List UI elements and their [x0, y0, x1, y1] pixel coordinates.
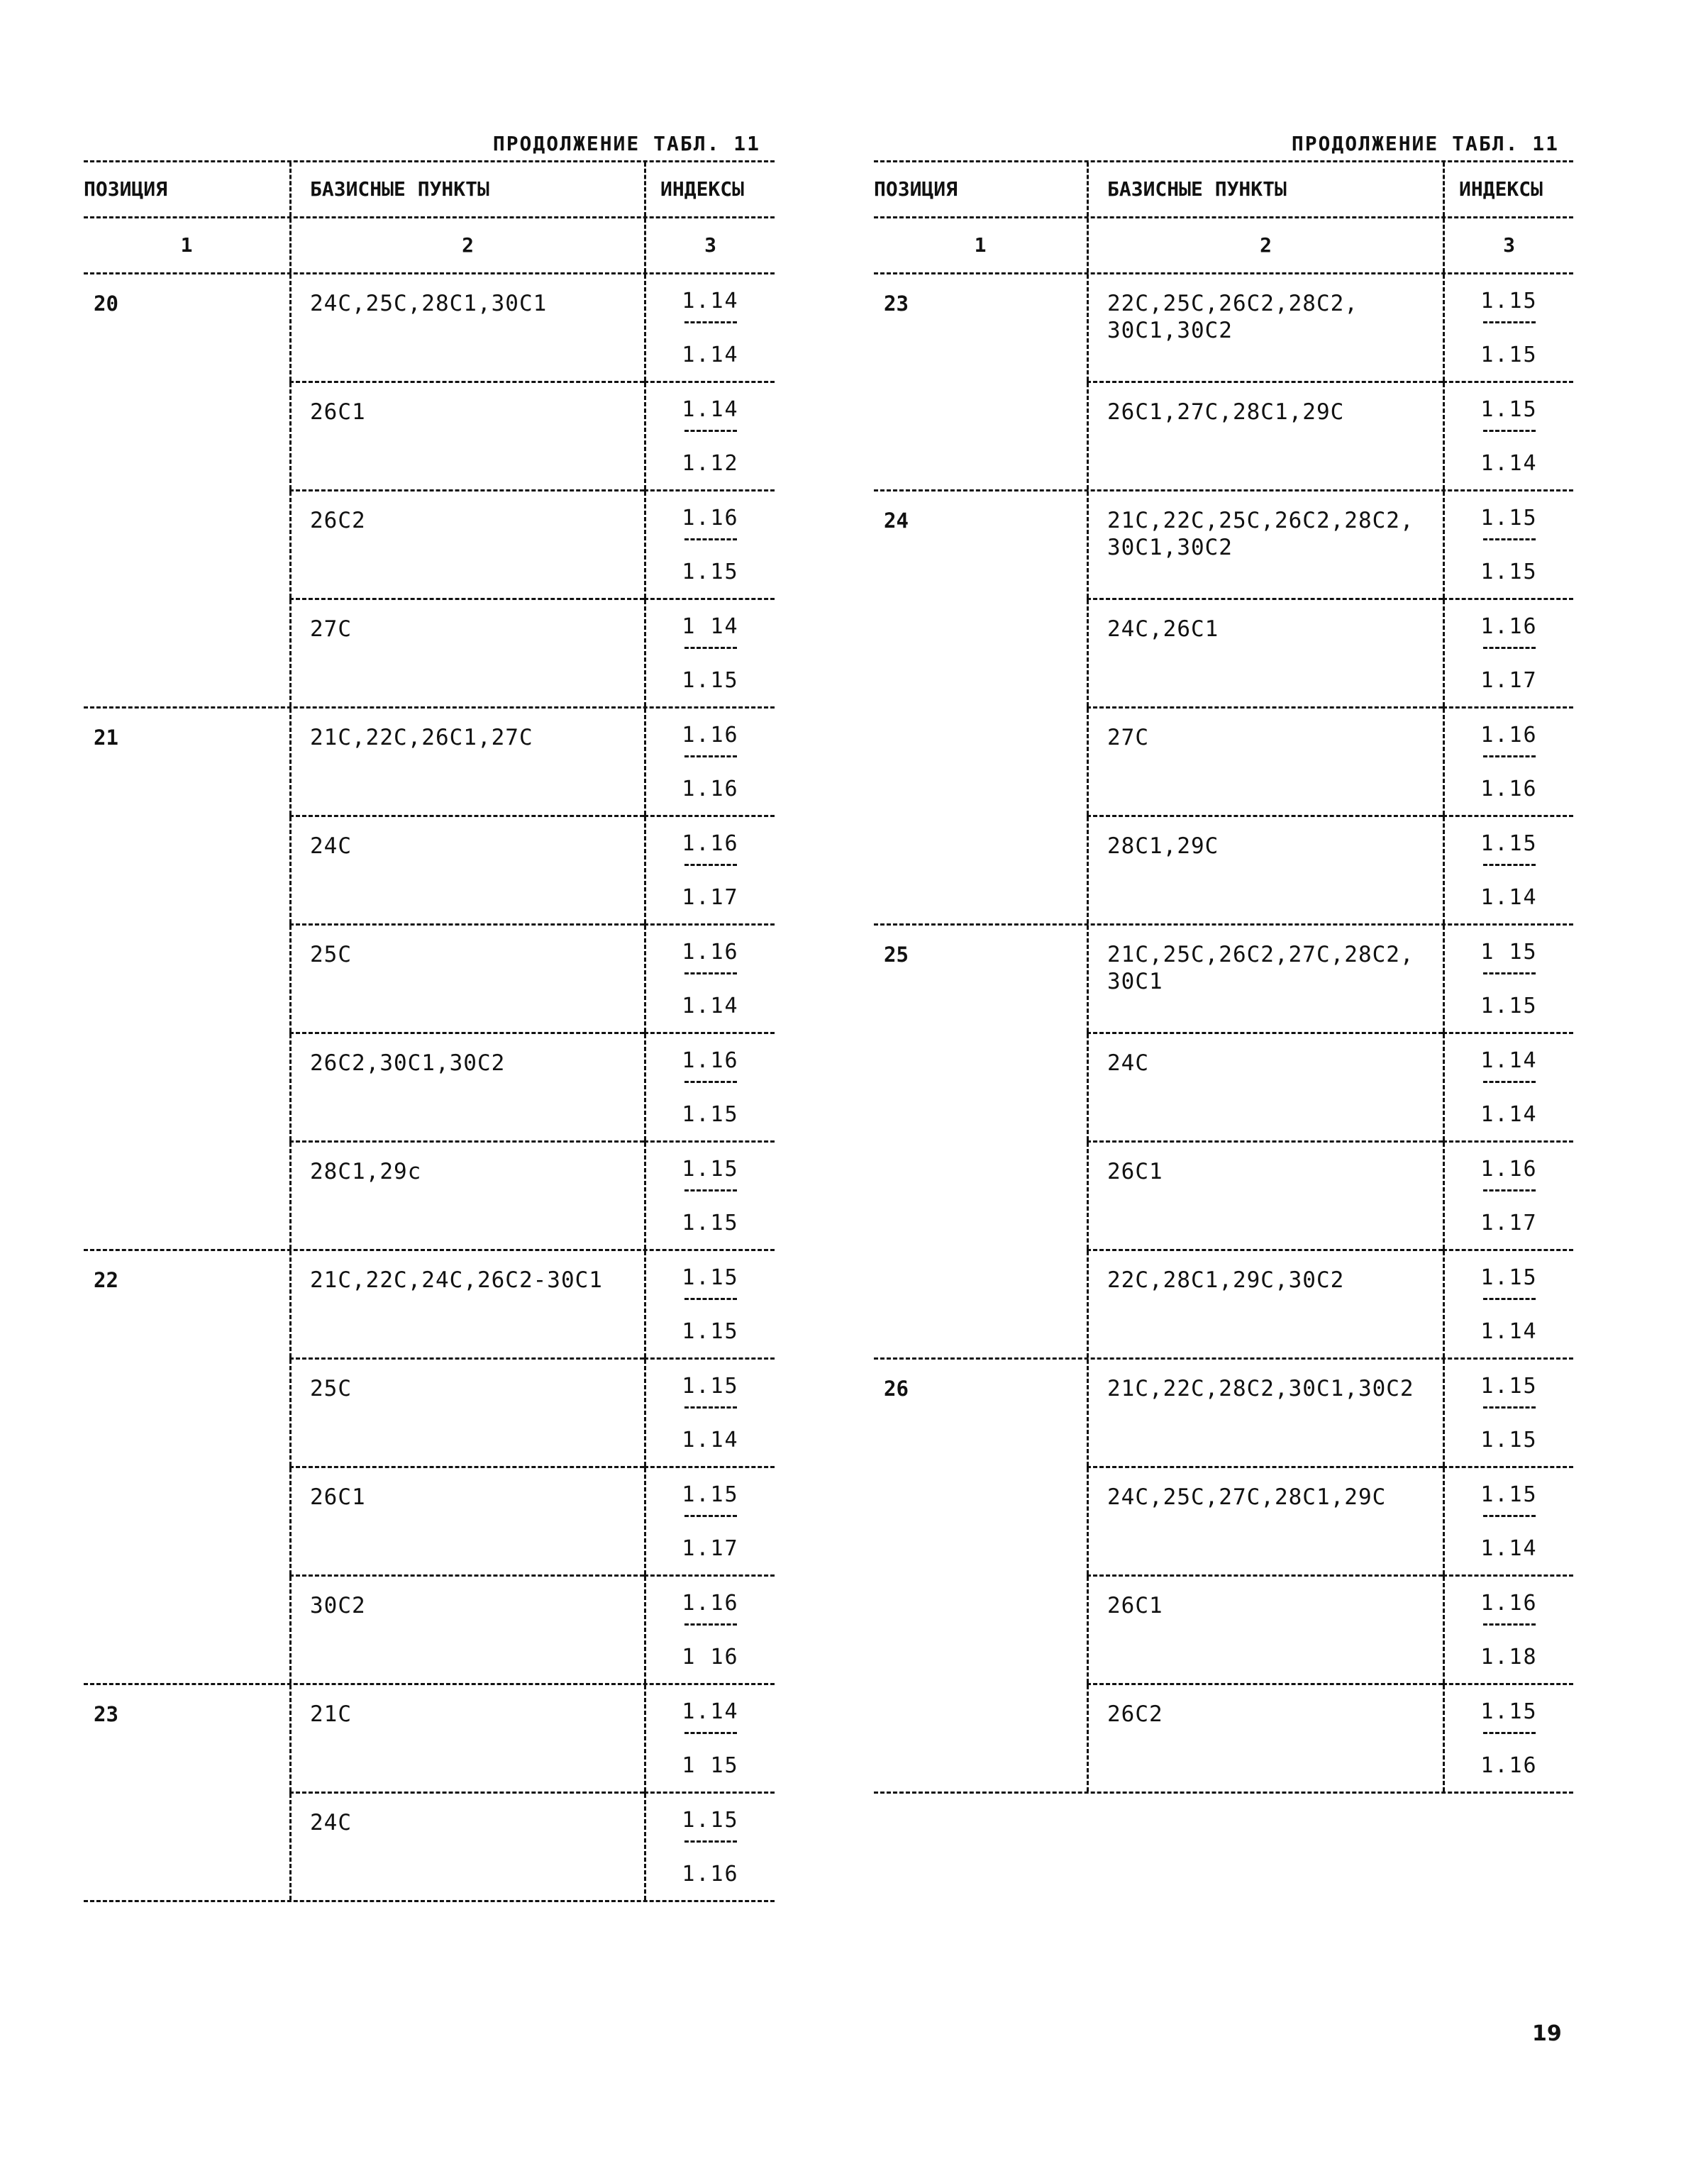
page-number: 19	[1532, 2021, 1562, 2046]
index-numerator: 1.16	[1480, 614, 1538, 639]
index-denominator: 1.12	[682, 451, 739, 476]
fraction-line	[684, 647, 737, 649]
base-points-cell: 24С	[1087, 1034, 1443, 1140]
index-numerator: 1.15	[1480, 1699, 1538, 1724]
index-cell	[644, 1577, 775, 1683]
table-row	[289, 1577, 775, 1683]
base-points-cell: 21С	[289, 1685, 644, 1792]
fraction-line	[1483, 1406, 1536, 1409]
index-cell	[644, 491, 775, 598]
base-points-cell: 26С1,27С,28С1,29С	[1087, 383, 1443, 489]
table-body	[84, 274, 775, 1902]
header-row	[84, 162, 775, 216]
base-points-cell: 24С,25С,28С1,30С1	[289, 274, 644, 381]
table-left	[84, 128, 775, 1902]
group-separator	[84, 1900, 775, 1902]
table-row	[289, 1034, 775, 1140]
index-cell	[1443, 1360, 1573, 1466]
index-numerator: 1.15	[1480, 831, 1538, 856]
index-numerator: 1.15	[1480, 1265, 1538, 1290]
index-numerator: 1.16	[682, 723, 739, 748]
position-number: 24	[884, 509, 909, 533]
header-row	[874, 162, 1573, 216]
fraction-line	[684, 972, 737, 974]
base-points-cell: 21С,22С,26С1,27С	[289, 709, 644, 815]
index-denominator: 1 15	[682, 1753, 739, 1778]
index-cell	[1443, 817, 1573, 923]
fraction-line	[1483, 430, 1536, 432]
fraction-line	[684, 430, 737, 432]
fraction-line	[684, 321, 737, 323]
fraction-line	[1483, 1515, 1536, 1517]
index-denominator: 1.15	[682, 1211, 739, 1235]
fraction-line	[1483, 1298, 1536, 1300]
index-denominator: 1.15	[682, 668, 739, 693]
position-group	[84, 1685, 775, 1900]
base-points-cell: 24С	[289, 1794, 644, 1900]
index-denominator: 1.16	[1480, 1753, 1538, 1778]
table-row	[1087, 491, 1573, 598]
index-numerator: 1.14	[1480, 1048, 1538, 1073]
index-denominator: 1.14	[1480, 885, 1538, 910]
table-row	[1087, 817, 1573, 923]
index-cell	[1443, 1685, 1573, 1792]
header-indices: ИНДЕКСЫ	[644, 162, 775, 216]
position-number: 23	[884, 291, 909, 316]
index-denominator: 1.15	[1480, 343, 1538, 367]
position-group	[874, 926, 1573, 1357]
base-points-cell: 24С,26С1	[1087, 600, 1443, 706]
index-denominator: 1.14	[682, 994, 739, 1018]
base-points-cell: 26С1	[289, 383, 644, 489]
position-group	[84, 709, 775, 1249]
table-row	[1087, 1251, 1573, 1357]
index-cell	[644, 817, 775, 923]
table-row	[289, 1251, 775, 1357]
index-numerator: 1.15	[682, 1157, 739, 1182]
index-numerator: 1 14	[682, 614, 739, 639]
position-group	[874, 491, 1573, 923]
base-points-cell: 25С	[289, 1360, 644, 1466]
fraction-line	[1483, 1732, 1536, 1734]
base-points-cell: 28С1,29С	[1087, 817, 1443, 923]
position-group	[84, 1251, 775, 1683]
index-denominator: 1.15	[1480, 994, 1538, 1018]
fraction-line	[684, 1840, 737, 1843]
index-numerator: 1 15	[1480, 940, 1538, 965]
base-points-cell: 28С1,29с	[289, 1143, 644, 1249]
index-denominator: 1 16	[682, 1645, 739, 1670]
fraction-line	[1483, 864, 1536, 866]
fraction-line	[684, 755, 737, 757]
fraction-line	[1483, 647, 1536, 649]
index-numerator: 1.14	[682, 289, 739, 313]
table-row	[289, 383, 775, 489]
index-denominator: 1.15	[1480, 1428, 1538, 1452]
index-numerator: 1.15	[1480, 289, 1538, 313]
index-cell	[644, 274, 775, 381]
index-numerator: 1.14	[682, 397, 739, 422]
index-denominator: 1.17	[1480, 1211, 1538, 1235]
column-number-row	[874, 218, 1573, 272]
index-cell	[644, 1794, 775, 1900]
index-cell	[644, 600, 775, 706]
table-row	[1087, 926, 1573, 1032]
index-denominator: 1.15	[1480, 560, 1538, 584]
table-row	[289, 1468, 775, 1574]
index-denominator: 1.14	[1480, 451, 1538, 476]
index-numerator: 1.16	[1480, 1591, 1538, 1616]
index-cell	[1443, 1468, 1573, 1574]
position-group	[84, 274, 775, 706]
position-number: 21	[94, 726, 118, 750]
fraction-line	[1483, 1189, 1536, 1192]
column-number-3: 3	[644, 218, 775, 272]
index-numerator: 1.15	[1480, 1374, 1538, 1399]
position-number: 22	[94, 1268, 118, 1292]
index-cell	[1443, 274, 1573, 381]
base-points-cell: 26С1	[1087, 1577, 1443, 1683]
index-denominator: 1.16	[682, 777, 739, 801]
base-points-cell: 30С2	[289, 1577, 644, 1683]
table-row	[1087, 709, 1573, 815]
index-denominator: 1.15	[682, 560, 739, 584]
index-cell	[1443, 1577, 1573, 1683]
base-points-cell: 26С1	[289, 1468, 644, 1574]
table-title: ПРОДОЛЖЕНИЕ ТАБЛ. 11	[492, 132, 760, 155]
position-group	[874, 274, 1573, 489]
table-row	[289, 1360, 775, 1466]
table-row	[289, 709, 775, 815]
base-points-cell: 21С,25С,26С2,27С,28С2, 30С1	[1087, 926, 1443, 1032]
header-indices: ИНДЕКСЫ	[1443, 162, 1573, 216]
table-row	[1087, 1034, 1573, 1140]
index-numerator: 1.16	[1480, 1157, 1538, 1182]
column-number-1: 1	[974, 233, 987, 257]
index-denominator: 1.16	[1480, 777, 1538, 801]
index-denominator: 1.18	[1480, 1645, 1538, 1670]
table-row	[289, 274, 775, 381]
fraction-line	[684, 1406, 737, 1409]
index-denominator: 1.15	[682, 1102, 739, 1127]
base-points-cell: 26С2	[1087, 1685, 1443, 1792]
index-cell	[1443, 383, 1573, 489]
index-cell	[1443, 1143, 1573, 1249]
base-points-cell: 24С	[289, 817, 644, 923]
table-row	[289, 1143, 775, 1249]
column-number-2: 2	[289, 218, 644, 272]
index-denominator: 1.16	[682, 1862, 739, 1887]
table-row	[289, 491, 775, 598]
index-cell	[644, 1360, 775, 1466]
index-cell	[1443, 1251, 1573, 1357]
table-right	[874, 128, 1573, 1794]
base-points-cell: 26С2	[289, 491, 644, 598]
base-points-cell: 22С,25С,26С2,28С2, 30С1,30С2	[1087, 274, 1443, 381]
fraction-line	[1483, 538, 1536, 540]
base-points-cell: 27С	[289, 600, 644, 706]
index-numerator: 1.15	[682, 1374, 739, 1399]
column-number-2: 2	[1087, 218, 1443, 272]
index-cell	[1443, 709, 1573, 815]
index-denominator: 1.14	[1480, 1319, 1538, 1344]
index-denominator: 1.14	[682, 1428, 739, 1452]
index-cell	[1443, 600, 1573, 706]
base-points-cell: 26С1	[1087, 1143, 1443, 1249]
index-numerator: 1.15	[682, 1808, 739, 1833]
fraction-line	[684, 1515, 737, 1517]
table-row	[1087, 1685, 1573, 1792]
table-row	[289, 1685, 775, 1792]
index-denominator: 1.17	[682, 1536, 739, 1561]
table-row	[289, 1794, 775, 1900]
fraction-line	[1483, 1081, 1536, 1083]
table-row	[1087, 1360, 1573, 1466]
index-denominator: 1.15	[682, 1319, 739, 1344]
index-numerator: 1.15	[682, 1482, 739, 1507]
base-points-cell: 24С,25С,27С,28С1,29С	[1087, 1468, 1443, 1574]
position-group	[874, 1360, 1573, 1792]
table-row	[1087, 1468, 1573, 1574]
base-points-cell: 27С	[1087, 709, 1443, 815]
index-cell	[644, 926, 775, 1032]
fraction-line	[1483, 321, 1536, 323]
fraction-line	[1483, 755, 1536, 757]
index-denominator: 1.17	[682, 885, 739, 910]
base-points-cell: 21С,22С,25С,26С2,28С2, 30С1,30С2	[1087, 491, 1443, 598]
position-number: 20	[94, 291, 118, 316]
table-body	[874, 274, 1573, 1794]
column-number-1: 1	[180, 233, 193, 257]
fraction-line	[1483, 1623, 1536, 1626]
header-position: ПОЗИЦИЯ	[874, 177, 958, 201]
table-row	[289, 817, 775, 923]
index-denominator: 1.14	[1480, 1536, 1538, 1561]
fraction-line	[684, 1189, 737, 1192]
index-cell	[1443, 1034, 1573, 1140]
index-cell	[644, 1685, 775, 1792]
fraction-line	[684, 538, 737, 540]
fraction-line	[684, 1081, 737, 1083]
index-numerator: 1.16	[682, 831, 739, 856]
group-separator	[874, 1792, 1573, 1794]
index-numerator: 1.14	[682, 1699, 739, 1724]
index-numerator: 1.16	[682, 1591, 739, 1616]
table-row	[1087, 600, 1573, 706]
base-points-cell: 22С,28С1,29С,30С2	[1087, 1251, 1443, 1357]
index-cell	[644, 1468, 775, 1574]
header-base-points: БАЗИСНЫЕ ПУНКТЫ	[1087, 162, 1443, 216]
column-number-3: 3	[1443, 218, 1573, 272]
index-numerator: 1.16	[682, 506, 739, 531]
fraction-line	[684, 1623, 737, 1626]
fraction-line	[1483, 972, 1536, 974]
column-number-row	[84, 218, 775, 272]
index-numerator: 1.16	[1480, 723, 1538, 748]
index-denominator: 1.14	[1480, 1102, 1538, 1127]
table-row	[1087, 274, 1573, 381]
table-title: ПРОДОЛЖЕНИЕ ТАБЛ. 11	[1291, 132, 1559, 155]
header-position: ПОЗИЦИЯ	[84, 177, 168, 201]
index-cell	[1443, 926, 1573, 1032]
position-number: 25	[884, 943, 909, 967]
index-numerator: 1.15	[1480, 397, 1538, 422]
fraction-line	[684, 1732, 737, 1734]
table-row	[1087, 1577, 1573, 1683]
fraction-line	[684, 864, 737, 866]
index-cell	[644, 383, 775, 489]
index-cell	[644, 1143, 775, 1249]
index-denominator: 1.17	[1480, 668, 1538, 693]
index-cell	[644, 709, 775, 815]
fraction-line	[684, 1298, 737, 1300]
index-numerator: 1.15	[1480, 1482, 1538, 1507]
index-cell	[644, 1251, 775, 1357]
index-numerator: 1.16	[682, 1048, 739, 1073]
base-points-cell: 21С,22С,28С2,30С1,30С2	[1087, 1360, 1443, 1466]
index-numerator: 1.16	[682, 940, 739, 965]
header-base-points: БАЗИСНЫЕ ПУНКТЫ	[289, 162, 644, 216]
index-cell	[644, 1034, 775, 1140]
table-row	[1087, 1143, 1573, 1249]
index-numerator: 1.15	[682, 1265, 739, 1290]
base-points-cell: 26С2,30С1,30С2	[289, 1034, 644, 1140]
position-number: 26	[884, 1377, 909, 1401]
table-row	[289, 600, 775, 706]
index-cell	[1443, 491, 1573, 598]
index-denominator: 1.14	[682, 343, 739, 367]
table-row	[289, 926, 775, 1032]
base-points-cell: 21С,22С,24С,26С2-30С1	[289, 1251, 644, 1357]
table-row	[1087, 383, 1573, 489]
position-number: 23	[94, 1702, 118, 1726]
index-numerator: 1.15	[1480, 506, 1538, 531]
base-points-cell: 25С	[289, 926, 644, 1032]
